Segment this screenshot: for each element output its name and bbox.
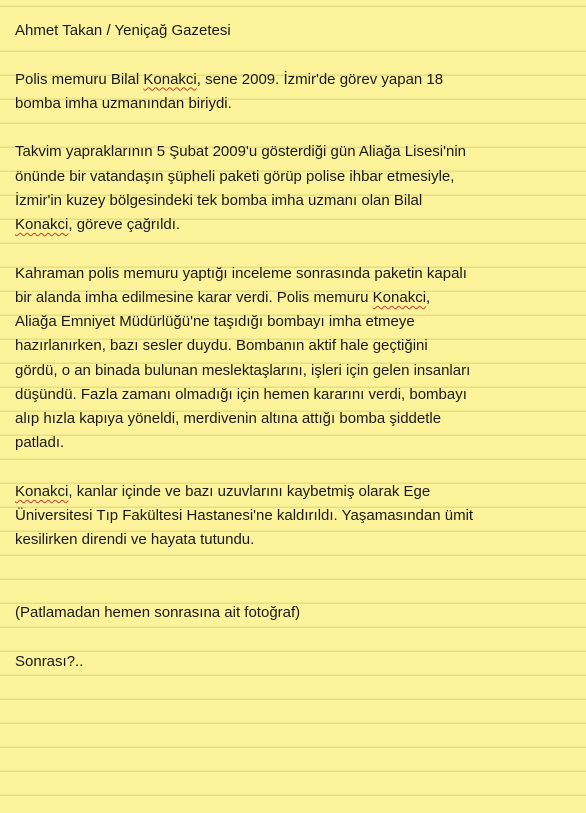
note-body — [15, 19, 575, 674]
line-text: , kanlar içinde ve bazı uzuvlarını kaybetmiş olarak Ege — [68, 482, 431, 500]
blank-line — [15, 43, 575, 67]
line-text: patladı. — [15, 434, 65, 452]
blank-line — [15, 116, 575, 140]
paragraph-line — [15, 92, 575, 116]
line-text: İzmir'in kuzey bölgesindeki tek bomba imha uzmanı olan Bilal — [15, 191, 423, 209]
photo-caption: (Patlamadan hemen sonrasına ait fotoğraf) — [15, 604, 301, 621]
line-text: Üniversitesi Tıp Fakültesi Hastanesi'ne kaldırıldı. Yaşamasından ümit — [15, 507, 474, 524]
paragraph-line — [15, 262, 575, 286]
line-text: , — [426, 288, 431, 306]
paragraph-line — [15, 359, 575, 383]
blank-line — [15, 577, 575, 601]
line-text: bir alanda imha edilmesine karar verdi. Polis memuru — [15, 288, 373, 306]
blank-line — [15, 456, 575, 480]
paragraph-line — [15, 504, 575, 528]
paragraph-line — [15, 310, 575, 334]
paragraph-line — [15, 383, 575, 407]
paragraph-line — [15, 528, 575, 552]
line-text: Aliağa Emniyet Müdürlüğü'ne taşıdığı bombayı imha etmeye — [15, 313, 415, 330]
blank-line — [15, 625, 575, 649]
paragraph-line — [15, 480, 575, 504]
misspelled-word: Konakci — [143, 70, 197, 88]
misspelled-word: Konakci — [372, 288, 427, 306]
blank-line — [15, 553, 575, 577]
paragraph-line — [15, 286, 575, 310]
line-text: Kahraman polis memuru yaptığı inceleme sonrasında paketin kapalı — [15, 264, 467, 282]
paragraph-line — [15, 334, 575, 358]
misspelled-word: Konakci — [15, 482, 69, 500]
blank-line — [15, 237, 575, 261]
paragraph-line — [15, 140, 575, 164]
line-text: hazırlanırken, bazı sesler duydu. Bombanın aktif hale geçtiğini — [15, 337, 428, 355]
line-text: , göreve çağrıldı. — [68, 216, 181, 233]
paragraph-line — [15, 165, 575, 189]
line-text: Takvim yapraklarının 5 Şubat 2009'u gösterdiği gün Aliağa Lisesi'nin — [15, 143, 467, 161]
paragraph-line — [15, 189, 575, 213]
line-text: kesilirken direndi ve hayata tutundu. — [15, 531, 255, 549]
paragraph-line — [15, 68, 575, 92]
line-text: düşündü. Fazla zamanı olmadığı için hemen kararını verdi, bombayı — [15, 385, 467, 403]
line-text: bomba imha uzmanından biriydi. — [15, 94, 232, 112]
line-text: gördü, o an binada bulunan meslektaşlarını, işleri için gelen insanları — [15, 361, 471, 379]
closing-question: Sonrası?.. — [15, 652, 84, 670]
article-header: Ahmet Takan / Yeniçağ Gazetesi — [15, 22, 231, 39]
paragraph-line — [15, 213, 575, 237]
line-text: alıp hızla kapıya yöneldi, merdivenin altına attığı bomba şiddetle — [15, 410, 442, 427]
line-text: , sene 2009. İzmir'de görev yapan 18 — [196, 70, 444, 88]
line-text: Polis memuru Bilal — [15, 70, 144, 88]
paragraph-line — [15, 407, 575, 431]
paragraph-line — [15, 431, 575, 455]
line-text: önünde bir vatandaşın şüpheli paketi görüp polise ihbar etmesiyle, — [15, 167, 455, 185]
misspelled-word: Konakci — [15, 216, 69, 233]
